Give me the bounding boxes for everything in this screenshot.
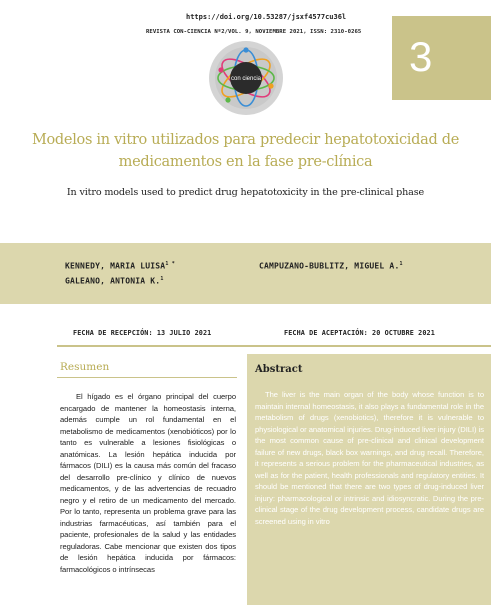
authors-band: [0, 243, 491, 304]
abstract-heading: Abstract: [255, 364, 303, 375]
authors-left-column: [65, 258, 175, 287]
author-kennedy: KENNEDY, MARIA $LUISA^{1 *}$: [65, 261, 175, 271]
resumen-heading: Resumen: [60, 361, 110, 373]
authors-right-column: [259, 258, 403, 273]
article-number-box: [392, 16, 491, 100]
journal-citation: REVISTA CON-CIENCIA Nº2/VOL. 9, NOVIEMBRE 2021, ISSN: 2310-0265: [146, 29, 362, 35]
journal-logo: [208, 40, 284, 116]
resumen-divider: [57, 377, 237, 378]
abstract-text: The liver is the main organ of the body whose function is to maintain internal homeostasis, it also plays a fundamental role in the metabolism of drugs (xenobiotics), therefore it is vulnerable to physiological or anatomical injuries. Drug-induced liver injury (DILI) is the most common cause of pre-clinical and clinical development failure of new drugs, black box warnings, and drug recall. Therefore, it represents a serious problem for the pharmaceutical industries, as well as for the patient, health professionals and regulatory entities. It should be mentioned that there are two types of drug-induced liver injury: pharmacological or intrinsic and idiosyncratic. During the pre-clinical stage of the drug development process, candidate drugs are screened using in vitro: [255, 390, 484, 526]
author-galeano: GALEANO, ANTONIA K.$^1$: [65, 275, 164, 286]
article-title-spanish: Modelos in vitro utilizados para predecir hepatotoxicidad de medicamentos en la fase pre-clínica: [31, 132, 460, 170]
abstract-panel: [247, 354, 491, 605]
accepted-date: FECHA DE ACEPTACIÓN: 20 OCTUBRE 2021: [284, 329, 435, 337]
received-date: FECHA DE RECEPCIÓN: 13 JULIO 2021: [73, 329, 212, 337]
resumen-text: El hígado es el órgano principal del cuerpo encargado de mantener la homeostasis interna, además cumple un rol fundamental en el metabolismo de medicamentos (xenobióticos) por lo tanto es vulnerable a lesiones fisiológicas o anatómicas. La lesión hepática inducida por fármacos (DILI) es la causa más común del fracaso del desarrollo pre-clínico y clínico de nuevos medicamentos, y de las advertencias de recuadro negro y el retiro de un medicamento del mercado. Por lo tanto, representa un problema grave para las industrias farmacéuticas, así también para el paciente, profesionales de la salud y las entidades reguladoras. Cabe mencionar que existen dos tipos de lesión hepática inducida por fármacos: farmacológicos o intrínsecas: [60, 392, 236, 574]
dates-row: [0, 329, 491, 341]
doi-link[interactable]: https://doi.org/10.53287/jsxf4577cu36l: [186, 13, 347, 21]
article-title-english: In vitro models used to predict drug hepatotoxicity in the pre-clinical phase: [66, 187, 425, 198]
article-number: 3: [409, 33, 433, 80]
logo-text: con ciencia: [230, 76, 262, 82]
author-campuzano: CAMPUZANO-BUBLITZ, MIGUEL A.$^1$: [259, 261, 403, 271]
section-divider: [57, 345, 491, 347]
